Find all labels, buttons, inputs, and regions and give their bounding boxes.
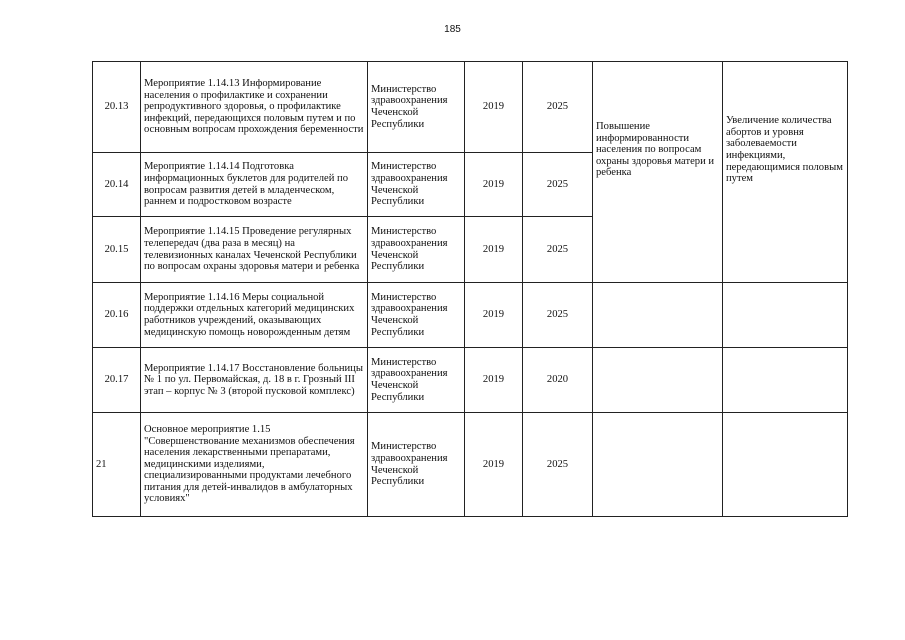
responsible-executor: Министерство здравоохранения Чеченской Республики [368, 348, 465, 413]
indicator-link [723, 62, 848, 283]
end-year: 2025 [523, 217, 593, 283]
indicator-link [723, 348, 848, 413]
row-number: 21 [93, 413, 141, 517]
end-year: 2025 [523, 153, 593, 217]
measure-description: Основное мероприятие 1.15 "Совершенствование механизмов обеспечения населения лекарственными препаратами, медицинскими изделиями, специализированными продуктами лечебного питания для детей-инвалидов в амбулаторных условиях" [141, 413, 368, 517]
end-year: 2025 [523, 62, 593, 153]
row-number: 20.16 [93, 283, 141, 348]
responsible-executor: Министерство здравоохранения Чеченской Республики [368, 283, 465, 348]
expected-result-text: Повышение информированности населения по вопросам охраны здоровья матери и ребенка [596, 121, 715, 179]
row-number: 20.13 [93, 62, 141, 153]
table-row [93, 62, 848, 153]
start-year: 2019 [465, 413, 523, 517]
start-year: 2019 [465, 348, 523, 413]
measure-description: Мероприятие 1.14.15 Проведение регулярных телепередач (два раза в месяц) на телевизионных каналах Чеченской Республики по вопросам охраны здоровья матери и ребенка [141, 217, 368, 283]
page-number: 185 [444, 24, 461, 35]
measures-table [92, 61, 848, 517]
row-number: 20.15 [93, 217, 141, 283]
start-year: 2019 [465, 283, 523, 348]
row-number: 20.14 [93, 153, 141, 217]
expected-result [593, 413, 723, 517]
expected-result [593, 283, 723, 348]
end-year: 2025 [523, 413, 593, 517]
measure-description: Мероприятие 1.14.14 Подготовка информационных буклетов для родителей по вопросам развития детей в младенческом, раннем и подростковом возрасте [141, 153, 368, 217]
start-year: 2019 [465, 217, 523, 283]
indicator-link [723, 413, 848, 517]
start-year: 2019 [465, 62, 523, 153]
row-number: 20.17 [93, 348, 141, 413]
end-year: 2025 [523, 283, 593, 348]
measure-description: Мероприятие 1.14.13 Информирование населения о профилактике и сохранении репродуктивного здоровья, о профилактике инфекций, передающихся половым путем и по основным вопросам прохождения беременности [141, 62, 368, 153]
measure-description: Мероприятие 1.14.16 Меры социальной поддержки отдельных категорий медицинских работников учреждений, оказывающих медицинскую помощь новорожденным детям [141, 283, 368, 348]
responsible-executor: Министерство здравоохранения Чеченской Республики [368, 153, 465, 217]
table-row [93, 413, 848, 517]
expected-result [593, 62, 723, 283]
indicator-link [723, 283, 848, 348]
table-row [93, 348, 848, 413]
table-row [93, 283, 848, 348]
responsible-executor: Министерство здравоохранения Чеченской Республики [368, 413, 465, 517]
expected-result [593, 348, 723, 413]
end-year: 2020 [523, 348, 593, 413]
start-year: 2019 [465, 153, 523, 217]
responsible-executor: Министерство здравоохранения Чеченской Республики [368, 217, 465, 283]
measure-description: Мероприятие 1.14.17 Восстановление больницы № 1 по ул. Первомайская, д. 18 в г. Грозный III этап – корпус № 3 (второй пусковой комплекс) [141, 348, 368, 413]
responsible-executor: Министерство здравоохранения Чеченской Республики [368, 62, 465, 153]
indicator-link-text: Увеличение количества абортов и уровня заболеваемости инфекциями, передающимися половым путем [726, 115, 843, 185]
